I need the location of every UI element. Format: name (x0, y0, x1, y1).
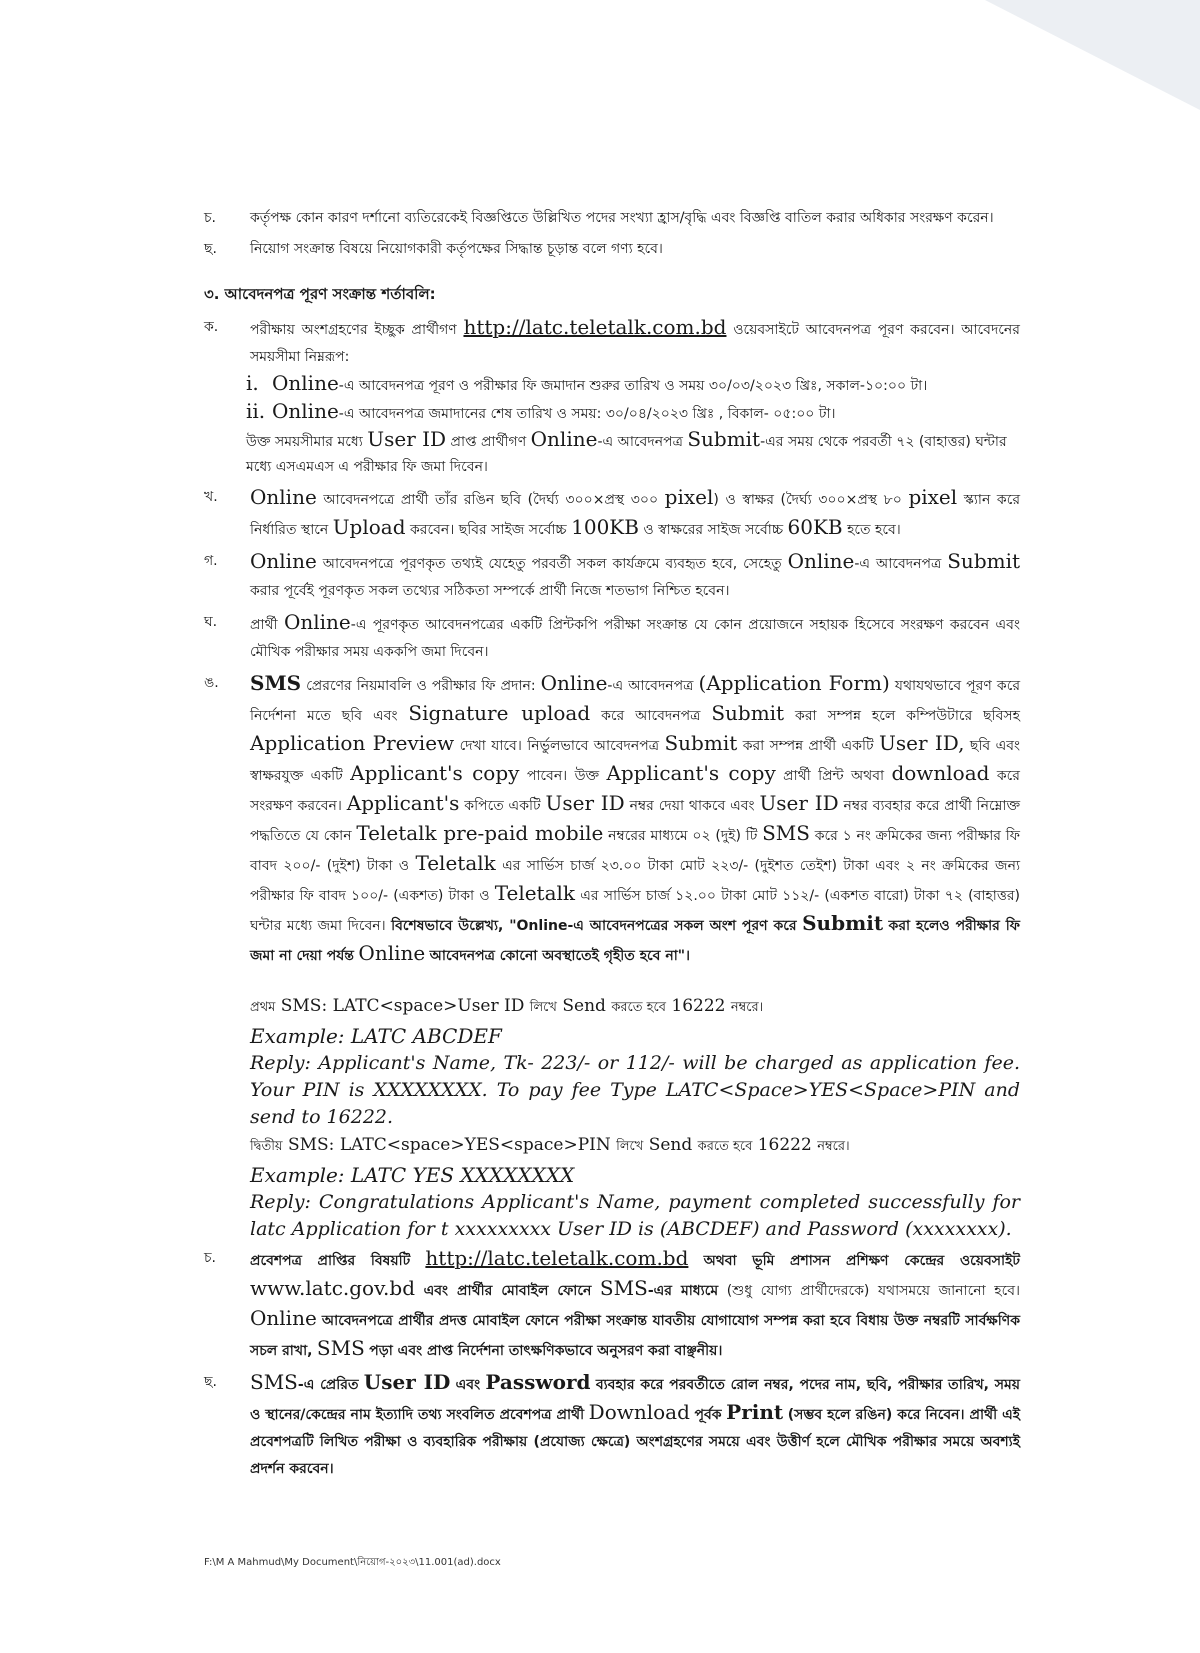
subclause-i (246, 371, 1020, 399)
clause-uma (204, 670, 1020, 970)
latin-term: Download (588, 1400, 690, 1424)
latin-term: User ID (367, 427, 447, 451)
emphasis-text: পূর্বক (694, 1407, 722, 1423)
text: ও স্বাক্ষরের সাইজ সর্বোচ্চ (643, 522, 784, 538)
latin-term: 60KB (787, 515, 843, 539)
clause-ka (204, 314, 1020, 371)
emphasis-text: -এর মাধ্যমে (647, 1283, 719, 1299)
text: করতে হবে (611, 1000, 666, 1015)
emphasis-text: (সম্ভব হলে রঙিন) করে নিবেন। প্রার্থী এই প্রবেশপত্রটি লিখিত পরীক্ষা ও ব্যবহারিক পরীক্ষায় (প্রযোজ্য ক্ষেত্রে) অংশগ্রহণের সময়ে এবং উত্তীর্ণ হলে মৌখিক পরীক্ষার সময়ে অবশ্যই প্রদর্শন করবেন। (250, 1407, 1021, 1477)
text: উক্ত সময়সীমার মধ্যে (246, 434, 363, 450)
latin-term: Online (358, 941, 426, 965)
reply-2: Reply: Congratulations Applicant's Name, payment completed successfully for latc Application for t xxxxxxxxx User ID is (ABCDEF) and Password (xxxxxxxx). (250, 1191, 1020, 1240)
latin-term: Send (648, 1135, 693, 1155)
clause-text: নিয়োগ সংক্রান্ত বিষয়ে নিয়োগকারী কর্তৃপক্ষের সিদ্ধান্ত চূড়ান্ত বলে গণ্য হবে। (250, 241, 663, 257)
clause-marker: ঙ. (204, 675, 219, 691)
emphasis-text: আবেদনপত্র কোনো অবস্থাতেই গৃহীত হবে না"। (429, 948, 691, 964)
sms-number: 16222 (757, 1135, 812, 1155)
latin-term: Teletalk pre-paid mobile (356, 821, 604, 845)
emphasis-text: বিশেষভাবে উল্লেখ্য, "Online-এ আবেদনপত্রের সকল অংশ পূরণ করে (391, 918, 797, 934)
clause-ga (204, 548, 1020, 605)
emphasis-text: ব্যবহার করে পরবর্তীতে রোল নম্বর, পদের নাম, ছবি, পরীক্ষার তারিখ, সময় ও স্থানের/কেন্দ্রের নাম ইত্যাদি তথ্য সংবলিত প্রবেশপত্র প্রার্থী (250, 1377, 1020, 1423)
text: -এ আবেদনপত্র (854, 556, 942, 572)
clause-marker: ঘ. (204, 614, 218, 630)
latin-term: download (891, 761, 990, 785)
latin-term: pixel (908, 485, 958, 509)
emphasis-text: আবেদনপত্রে প্রার্থীর প্রদত্ত মোবাইল ফোনে পরীক্ষা সংক্রান্ত যাবতীয় যোগাযোগ সম্পন্ন করা হবে বিধায় উক্ত নম্বরটি সার্বক্ষণিক সচল রাখা, (250, 1313, 1020, 1359)
text: করতে হবে (697, 1139, 753, 1154)
example-2: Example: LATC YES XXXXXXXX (250, 1163, 575, 1187)
text: দ্বিতীয় (250, 1139, 283, 1154)
latin-term: Online (250, 485, 317, 509)
latin-term: Submit (947, 549, 1021, 573)
latin-term: User ID (363, 1370, 451, 1394)
text: পরীক্ষায় অংশগ্রহণের ইচ্ছুক প্রার্থীগণ (250, 322, 457, 338)
latin-term: Teletalk (494, 881, 576, 905)
clause-marker: খ. (204, 489, 218, 505)
deadline-note (246, 427, 1020, 480)
second-sms-line (250, 1131, 1020, 1161)
subclause-ii (246, 399, 1020, 427)
latin-term: Online (250, 549, 317, 573)
text: কপিতে একটি (464, 798, 541, 814)
reply-1: Reply: Applicant's Name, Tk- 223/- or 112/- will be charged as application fee. Your PIN is XXXXXXXX. To pay fee Type LATC<Space>YES<Space>PIN and send to 16222. (250, 1052, 1020, 1128)
text: -এ আবেদনপত্র (597, 434, 683, 450)
clause-chha-admit (204, 1369, 1020, 1483)
latin-term: Online (272, 371, 339, 395)
latin-term: Submit (711, 701, 785, 725)
emphasis-text: প্রবেশপত্র প্রাপ্তির বিষয়টি (250, 1253, 411, 1269)
text: করে ১ নং ক্রমিকের জন্য পরীক্ষার ফি বাবদ ২০০/- (দুইশ) টাকা ও (250, 828, 1020, 874)
clause-marker: ছ. (204, 1374, 217, 1390)
emphasis-text: -এ প্রেরিত (297, 1377, 359, 1393)
text: নম্বর দেয়া থাকবে এবং (629, 798, 755, 814)
text: লিখে (616, 1139, 644, 1154)
latin-term: Online (272, 399, 339, 423)
latin-term: (Application Form) (698, 671, 890, 695)
latin-term: Applicant's (346, 791, 460, 815)
latin-term: Online (250, 1306, 317, 1330)
latin-term: Submit (664, 731, 738, 755)
text: এর সার্ভিস চার্জ ১২.০০ টাকা মোট ১১২/- (একশত বারো) টাকা ৭২ (বাহাত্তর) ঘন্টার মধ্যে জমা দিবেন। (250, 888, 1020, 934)
latin-term: Application Preview (250, 731, 455, 755)
text: নম্বরে। (730, 1000, 764, 1015)
text: করবেন। ছবির সাইজ সর্বোচ্চ (409, 522, 567, 538)
text: স্ক্যান করে নির্ধারিত স্থানে (250, 492, 1021, 538)
subclause-marker: ii. (246, 399, 266, 423)
latin-term: Print (726, 1400, 784, 1424)
latin-term: Submit (802, 911, 884, 935)
text: (শুধু যোগ্য প্রার্থীদেরকে) যথাসময়ে জানানো হবে। (726, 1283, 1020, 1299)
emphasis-text: অথবা ভূমি প্রশাসন প্রশিক্ষণ কেন্দ্রের ওয়েবসাইট (703, 1253, 1021, 1269)
text: নম্বরের মাধ্যমে ০২ (দুই) টি (608, 828, 758, 844)
text: করা সম্পন্ন প্রার্থী একটি (742, 738, 874, 754)
emphasis-text: এবং প্রার্থীর মোবাইল ফোনে (423, 1283, 592, 1299)
clause-cha (204, 205, 1020, 232)
text: করে আবেদনপত্র (601, 708, 701, 724)
text: নম্বরে। (817, 1139, 850, 1154)
text: প্রার্থী (250, 617, 278, 633)
teletalk-link[interactable]: http://latc.teletalk.com.bd (425, 1246, 689, 1270)
latin-term: SMS (762, 821, 810, 845)
text: -এর সময় থেকে পরবর্তী ৭২ (বাহাত্তর) ঘন্টার মধ্যে এসএমএস এ পরীক্ষার ফি জমা দিবেন। (246, 434, 1007, 475)
clause-marker: গ. (204, 553, 218, 569)
latin-term: Online (530, 427, 598, 451)
sms-number: 16222 (671, 996, 726, 1016)
file-path-footer: F:\M A Mahmud\My Document\নিয়োগ-২০২৩\11.001(ad).docx (204, 1557, 501, 1568)
clause-text: কর্তৃপক্ষ কোন কারণ দর্শানো ব্যতিরেকেই বিজ্ঞপ্তিতে উল্লিখিত পদের সংখ্যা হ্রাস/বৃদ্ধি এবং বিজ্ঞপ্তি বাতিল করার অধিকার সংরক্ষণ করেন। (250, 210, 994, 226)
latin-term: Applicant's copy (606, 761, 776, 785)
clause-marker: চ. (204, 210, 217, 226)
text: প্রাপ্ত প্রার্থীগণ (450, 434, 527, 450)
latin-term: Send (562, 996, 606, 1016)
clause-marker: ছ. (204, 241, 217, 257)
latin-term: Online (283, 610, 351, 634)
text: লিখে (529, 1000, 557, 1015)
section-heading: ৩. আবেদনপত্র পূরণ সংক্রান্ত শর্তাবলি: (204, 285, 436, 303)
latin-term: Submit (687, 427, 761, 451)
text: ছবি এবং স্বাক্ষরযুক্ত একটি (250, 738, 1021, 784)
text: ) ও স্বাক্ষর (দৈর্ঘ্য ৩০০×প্রস্থ ৮০ (713, 492, 902, 508)
latin-term: SMS (599, 1276, 648, 1300)
text: -এ আবেদনপত্র (607, 678, 694, 694)
latin-term: SMS (316, 1336, 365, 1360)
latin-term: User ID (545, 791, 625, 815)
latin-term: User ID (759, 791, 839, 815)
text: -এ আবেদনপত্র জমাদানের শেষ তারিখ ও সময়: ৩০/০৪/২০২৩ খ্রিঃ , বিকাল- ০৫:০০ টা। (338, 406, 836, 422)
text: করার পূর্বেই পূরণকৃত সকল তথ্যের সঠিকতা সম্পর্কে প্রার্থী নিজে শতভাগ নিশ্চিত হবেন। (250, 583, 730, 599)
latin-term: pixel (664, 485, 714, 509)
latin-term: Online (540, 671, 608, 695)
text: আবেদনপত্রে প্রার্থী তাঁর রঙিন ছবি (দৈর্ঘ্য ৩০০×প্রস্থ ৩০০ (323, 492, 659, 508)
latin-term: Online (787, 549, 855, 573)
text: প্রার্থী প্রিন্ট অথবা (783, 768, 885, 784)
text: প্রেরণের নিয়মাবলি ও পরীক্ষার ফি প্রদান: (306, 678, 536, 694)
text: -এ আবেদনপত্র পূরণ ও পরীক্ষার ফি জমাদান শুরুর তারিখ ও সময় ৩০/০৩/২০২৩ খ্রিঃ, সকাল-১০:০০ টা। (338, 378, 928, 394)
sms-command: SMS: LATC<space>YES<space>PIN (287, 1135, 611, 1155)
text: হতে হবে। (847, 522, 901, 538)
clause-chha (204, 236, 1020, 263)
emphasis-text: পড়া এবং প্রাপ্ত নির্দেশনা তাৎক্ষণিকভাবে অনুসরণ করা বাঞ্ছনীয়। (369, 1343, 723, 1359)
emphasis-text: করা হলেও পরীক্ষার ফি জমা না দেয়া পর্যন্ত (250, 918, 1021, 964)
emphasis-text: এবং (455, 1377, 481, 1393)
clause-marker: ক. (204, 319, 219, 335)
page-corner-fold (985, 0, 1200, 110)
text: করা সম্পন্ন হলে কম্পিউটারে ছবিসহ (795, 708, 1021, 724)
text: নম্বর ব্যবহার করে প্রার্থী নিম্নোক্ত পদ্ধতিতে যে কোন (250, 798, 1021, 844)
example-1: Example: LATC ABCDEF (250, 1024, 502, 1048)
text: পাবেন। উক্ত (526, 768, 600, 784)
text: ওয়েবসাইটে আবেদনপত্র পূরণ করবেন। আবেদনের সময়সীমা নিম্নরূপ: (250, 322, 1020, 365)
sms-command: SMS: LATC<space>User ID (280, 996, 525, 1016)
text: আবেদনপত্রে পূরণকৃত তথ্যই যেহেতু পরবর্তী সকল কার্যক্রমে ব্যবহৃত হবে, সেহেতু (322, 556, 782, 572)
latin-term: Signature upload (408, 701, 591, 725)
latin-term: User ID, (879, 731, 965, 755)
latin-term: Upload (332, 515, 406, 539)
clause-kha (204, 484, 1020, 544)
clause-marker: চ. (204, 1250, 217, 1266)
latin-term: 100KB (571, 515, 639, 539)
first-sms-line (250, 992, 1020, 1022)
teletalk-link[interactable]: http://latc.teletalk.com.bd (463, 315, 727, 339)
latin-term: SMS (250, 1370, 298, 1394)
text: প্রথম (250, 1000, 276, 1015)
text: -এ পূরণকৃত আবেদনপত্রের একটি প্রিন্টকপি পরীক্ষা সংক্রান্ত যে কোন প্রয়োজনে সহায়ক হিসেবে সংরক্ষণ করবেন এবং মৌখিক পরীক্ষার সময় এককপি জমা দিবেন। (250, 617, 1020, 660)
subclause-marker: i. (246, 371, 259, 395)
latin-term: SMS (250, 671, 302, 695)
text: যথাযথভাবে পূরণ করে নির্দেশনা মতে ছবি এবং (250, 678, 1021, 724)
latin-term: Teletalk (415, 851, 496, 875)
text: এর সার্ভিস চার্জ ২৩.০০ টাকা মোট ২২৩/- (দুইশত তেইশ) টাকা এবং ২ নং ক্রমিকের জন্য পরীক্ষার ফি বাবদ ১০০/- (একশত) টাকা ও (250, 858, 1021, 904)
latin-term: Password (485, 1370, 591, 1394)
clause-gha (204, 609, 1020, 666)
text: করে সংরক্ষণ করবেন। (250, 768, 1020, 814)
latin-term: Applicant's copy (350, 761, 520, 785)
sms-instructions (250, 992, 1020, 1243)
document-body (204, 205, 1020, 1483)
clause-cha-admit (204, 1245, 1020, 1365)
latc-website-link[interactable]: www.latc.gov.bd (250, 1276, 415, 1300)
text: দেখা যাবে। নির্ভুলভাবে আবেদনপত্র (459, 738, 660, 754)
